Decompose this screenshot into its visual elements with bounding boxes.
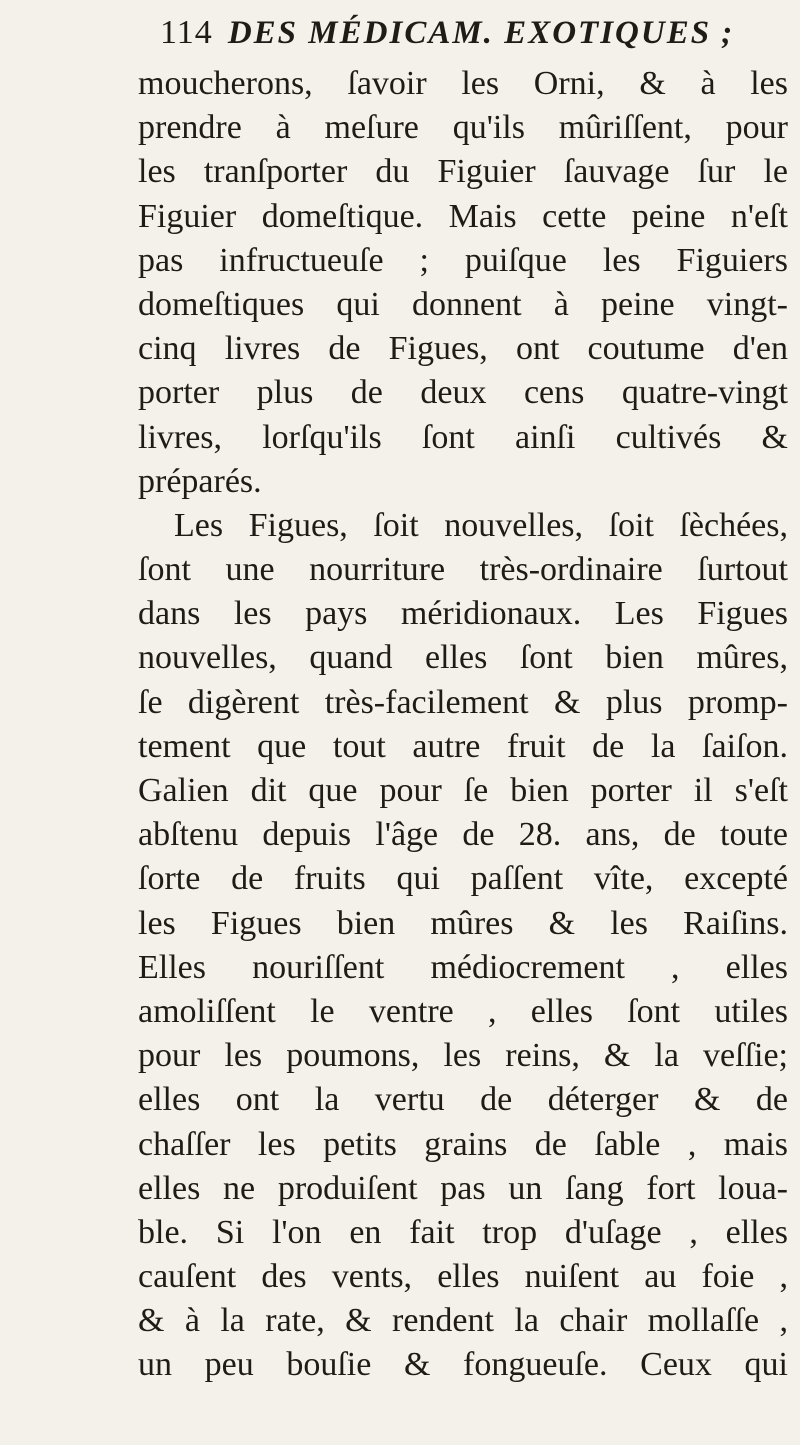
text-line: les Figues bien mûres & les Raiſins. xyxy=(138,904,788,942)
text-line: ſorte de fruits qui paſſent vîte, excepté xyxy=(138,860,788,898)
text-line: cauſent des vents, elles nuiſent au foie , xyxy=(138,1258,788,1296)
text-line: moucherons, ſavoir les Orni, & à les xyxy=(138,65,788,102)
text-line: pour les poumons, les reins, & la veſſie; xyxy=(138,1037,788,1075)
text-line: chaſſer les petits grains de ſable , mais xyxy=(138,1125,788,1163)
text-line: domeſtiques qui donnent à peine vingt- xyxy=(138,285,788,323)
text-line: tement que tout autre fruit de la ſaiſon. xyxy=(138,727,788,765)
running-head: DES MÉDICAM. EXOTIQUES ; xyxy=(227,15,735,51)
text-line: Galien dit que pour ſe bien porter il s'eſt xyxy=(138,772,788,809)
text-line: livres, lorſqu'ils ſont ainſi cultivés & xyxy=(138,418,788,456)
paragraph-start-line: Les Figues, ſoit nouvelles, ſoit ſèchées, xyxy=(174,506,788,544)
text-line: amoliſſent le ventre , elles ſont utiles xyxy=(138,992,788,1030)
page-number: 114 xyxy=(160,14,213,51)
text-line: elles ont la vertu de déterger & de xyxy=(138,1081,788,1119)
text-line: ble. Si l'on en fait trop d'uſage , elles xyxy=(138,1213,788,1251)
text-line: & à la rate, & rendent la chair mollaſſe , xyxy=(138,1302,788,1340)
text-line: dans les pays méridionaux. Les Figues xyxy=(138,595,788,633)
text-line: ſe digèrent très-facilement & plus promp- xyxy=(138,683,788,721)
text-line: nouvelles, quand elles ſont bien mûres, xyxy=(138,639,788,677)
text-line: Figuier domeſtique. Mais cette peine n'eſt xyxy=(138,197,788,235)
text-line: cinq livres de Figues, ont coutume d'en xyxy=(138,330,788,368)
page-header xyxy=(160,14,790,62)
text-line: ſont une nourriture très-ordinaire ſurtout xyxy=(138,551,788,589)
text-line: elles ne produiſent pas un ſang fort loua- xyxy=(138,1169,788,1207)
text-line: prendre à meſure qu'ils mûriſſent, pour xyxy=(138,109,788,147)
text-line: les tranſporter du Figuier ſauvage ſur le xyxy=(138,153,788,191)
text-line: préparés. xyxy=(138,462,262,500)
text-line: Elles nouriſſent médiocrement , elles xyxy=(138,948,788,986)
text-line: un peu bouſie & fongueuſe. Ceux qui xyxy=(138,1346,788,1384)
text-line: pas infructueuſe ; puiſque les Figuiers xyxy=(138,241,788,279)
text-line: porter plus de deux cens quatre-vingt xyxy=(138,374,788,412)
text-line: abſtenu depuis l'âge de 28. ans, de toute xyxy=(138,816,788,854)
body-text xyxy=(138,62,788,1388)
